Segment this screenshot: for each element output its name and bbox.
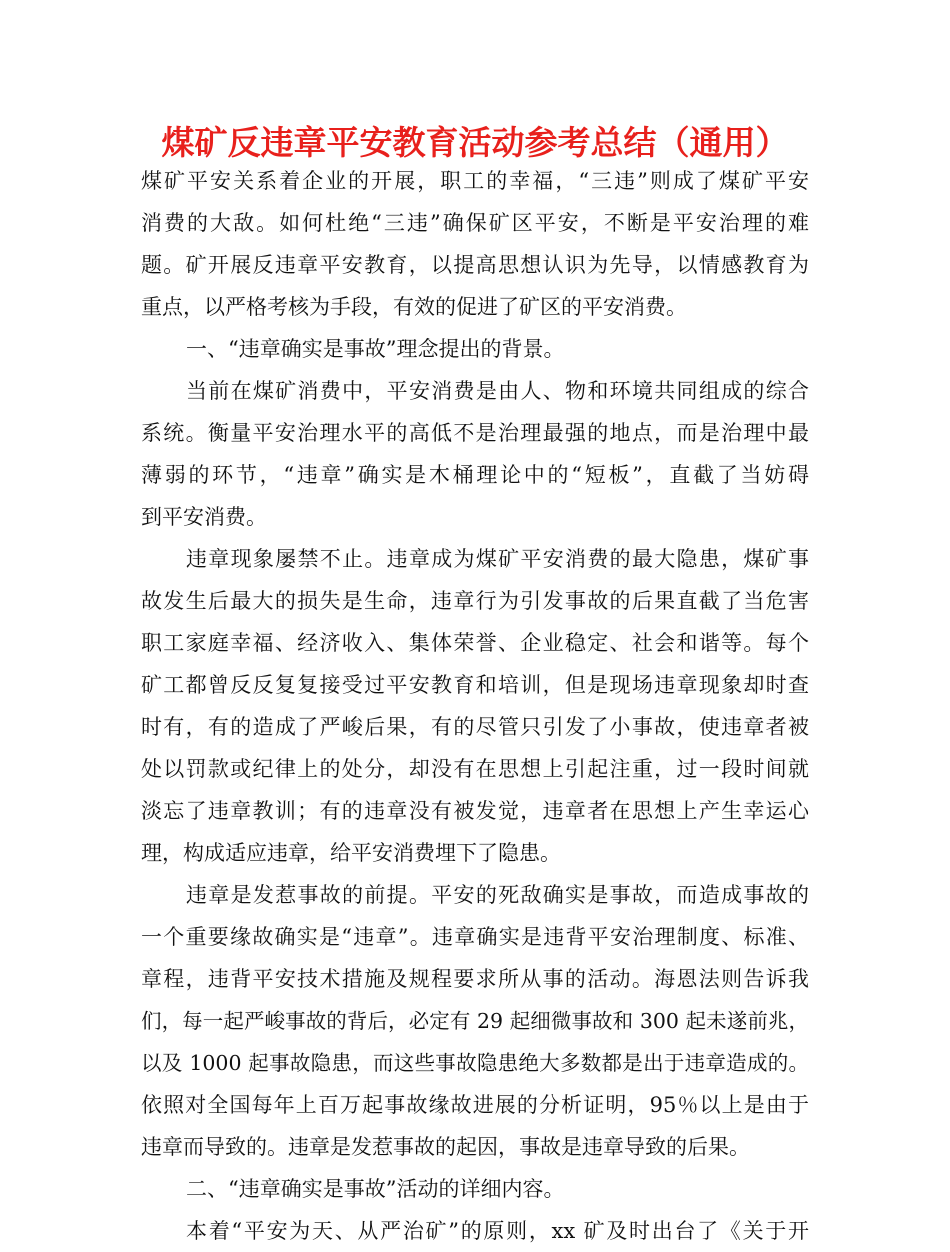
text-line: 章程，违背平安技术措施及规程要求所从事的活动。海恩法则告诉我 bbox=[141, 967, 809, 991]
text-line: 当前在煤矿消费中，平安消费是由人、物和环境共同组成的综合 bbox=[186, 379, 809, 403]
document-title: 煤矿反违章平安教育活动参考总结（通用） bbox=[161, 123, 789, 162]
text-line: 一、“违章确实是事故”理念提出的背景。 bbox=[186, 337, 565, 361]
text-line: 职工家庭幸福、经济收入、集体荣誉、企业稳定、社会和谐等。每个 bbox=[141, 631, 809, 655]
text-line: 本着“平安为天、从严治矿”的原则，xx 矿及时出台了《关于开 bbox=[186, 1219, 809, 1243]
text-line: 违章而导致的。违章是发惹事故的起因，事故是违章导致的后果。 bbox=[141, 1135, 750, 1159]
text-line: 煤矿平安关系着企业的开展，职工的幸福，“三违”则成了煤矿平安 bbox=[141, 169, 809, 193]
text-line: 违章是发惹事故的前提。平安的死敌确实是事故，而造成事故的 bbox=[186, 883, 809, 907]
text-line: 题。矿开展反违章平安教育，以提高思想认识为先导，以情感教育为 bbox=[141, 253, 809, 277]
text-line: 消费的大敌。如何杜绝“三违”确保矿区平安，不断是平安治理的难 bbox=[141, 211, 809, 235]
text-line: 到平安消费。 bbox=[141, 505, 267, 529]
text-line: 时有，有的造成了严峻后果，有的尽管只引发了小事故，使违章者被 bbox=[141, 715, 809, 739]
text-line: 以及 1000 起事故隐患，而这些事故隐患绝大多数都是出于违章造成的。 bbox=[141, 1051, 809, 1075]
text-line: 违章现象屡禁不止。违章成为煤矿平安消费的最大隐患，煤矿事 bbox=[186, 547, 809, 571]
text-line: 理，构成适应违章，给平安消费埋下了隐患。 bbox=[141, 841, 561, 865]
text-line: 淡忘了违章教训；有的违章没有被发觉，违章者在思想上产生幸运心 bbox=[141, 799, 809, 823]
text-line: 们，每一起严峻事故的背后，必定有 29 起细微事故和 300 起未遂前兆， bbox=[141, 1009, 809, 1033]
text-line: 依照对全国每年上百万起事故缘故进展的分析证明，95％以上是由于 bbox=[141, 1093, 809, 1117]
text-line: 矿工都曾反反复复接受过平安教育和培训，但是现场违章现象却时查 bbox=[141, 673, 809, 697]
text-line: 一个重要缘故确实是“违章”。违章确实是违背平安治理制度、标准、 bbox=[141, 925, 809, 949]
text-line: 处以罚款或纪律上的处分，却没有在思想上引起注重，过一段时间就 bbox=[141, 757, 809, 781]
text-line: 薄弱的环节，“违章”确实是木桶理论中的“短板”，直截了当妨碍 bbox=[141, 463, 809, 487]
text-line: 二、“违章确实是事故”活动的详细内容。 bbox=[186, 1177, 565, 1201]
text-line: 系统。衡量平安治理水平的高低不是治理最强的地点，而是治理中最 bbox=[141, 421, 809, 445]
document-body bbox=[141, 160, 809, 1252]
text-line: 重点，以严格考核为手段，有效的促进了矿区的平安消费。 bbox=[141, 295, 687, 319]
text-line: 故发生后最大的损失是生命，违章行为引发事故的后果直截了当危害 bbox=[141, 589, 809, 613]
